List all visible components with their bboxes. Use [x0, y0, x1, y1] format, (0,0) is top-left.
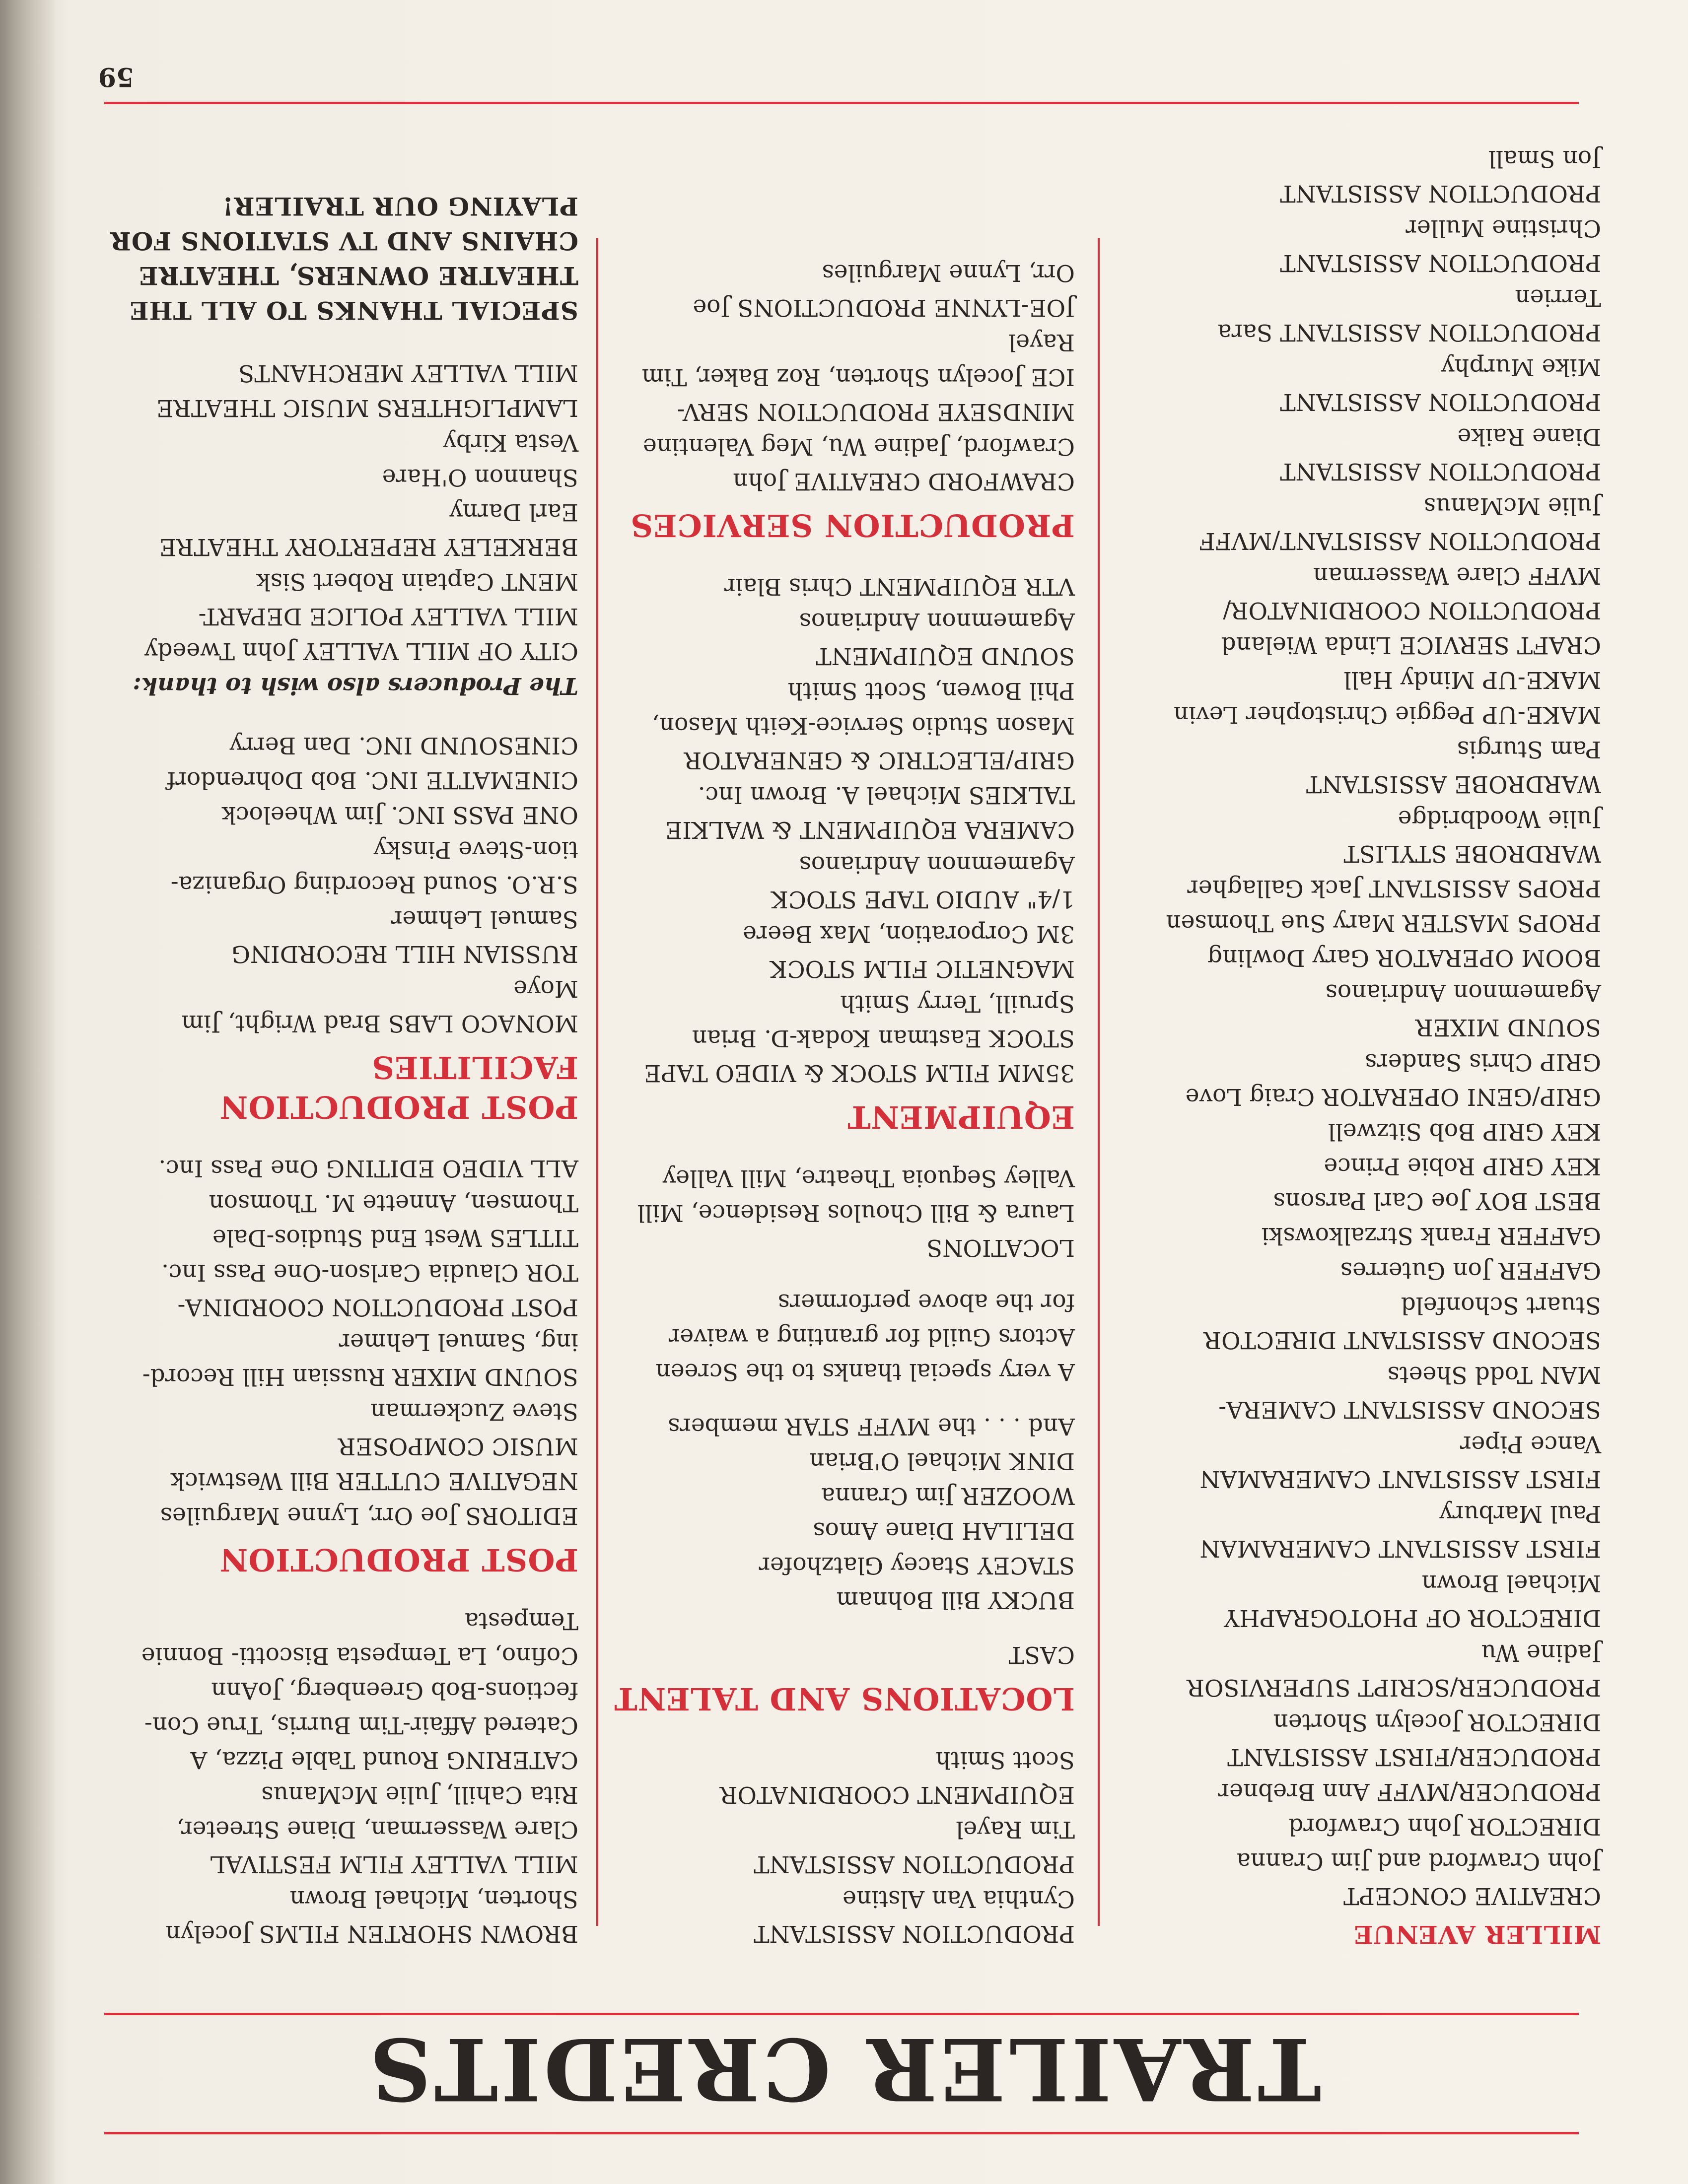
credit-line: TOR Claudia Carlson-One Pass Inc. [161, 1259, 578, 1286]
spacer [598, 1265, 1075, 1285]
credit-line: CINEMATTE INC. Bob Dohrendorf [166, 766, 578, 794]
credit-line: BUCKY Bill Bohnam [836, 1586, 1075, 1614]
heading-line: FACILITIES [371, 1049, 578, 1086]
credit-line: GRIP/GENI OPERATOR Craig Love [1185, 1083, 1601, 1110]
credit-line: CAST [1008, 1641, 1075, 1668]
credit-line: Diane Raike [1457, 423, 1601, 450]
credit-line: MAGNETIC FILM STOCK [770, 955, 1075, 982]
credits-column-2 [598, 255, 1075, 1951]
column-divider-left [1098, 238, 1100, 1926]
credit-line: CINESOUND INC. Dan Berry [229, 732, 578, 759]
credit-line: Tempesta [464, 1607, 578, 1635]
credit-line: MILL VALLEY POLICE DEPART- [198, 603, 578, 630]
credit-line: PRODUCTION ASSISTANT [1280, 388, 1601, 415]
credit-line: Crawford, Jadine Wu, Meg Valentine [642, 433, 1075, 460]
credit-line: DIRECTOR OF PHOTOGRAPHY [1224, 1604, 1601, 1632]
credit-line: tion-Steve Pinsky [373, 836, 578, 863]
section-heading: LOCATIONS AND TALENT [614, 1681, 1075, 1717]
credit-line: PRODUCTION COORDINATOR/ [1223, 597, 1601, 624]
credit-line: PRODUCER/MVFF Ann Brebner [1218, 1778, 1601, 1805]
credit-line: ALL VIDEO EDITING One Pass Inc. [158, 1155, 578, 1182]
credit-line: Phil Bowen, Scott Smith [787, 677, 1075, 704]
credit-line: PRODUCTION ASSISTANT [754, 1920, 1075, 1947]
credit-line: WARDROBE STYLIST [1343, 840, 1601, 867]
section-subheading: MILLER AVENUE [1353, 1920, 1601, 1949]
spacer [598, 1617, 1075, 1637]
credit-line: STACEY Stacey Glatzhofer [759, 1552, 1075, 1579]
credit-line: Moye [513, 975, 578, 1002]
section-heading: POST PRODUCTION [219, 1542, 578, 1578]
credit-line: Shorten, Michael Brown [289, 1885, 578, 1912]
special-thanks [102, 189, 578, 328]
credits-column-3 [102, 189, 578, 1951]
heading-line: POST PRODUCTION [219, 1089, 578, 1125]
credit-line: MILL VALLEY MERCHANTS [238, 359, 578, 387]
credit-line: ONE PASS INC. Jim Wheelock [221, 801, 578, 828]
credit-line: KEY GRIP Robie Prince [1324, 1153, 1601, 1180]
credit-line: GAFFER Jon Guterres [1340, 1257, 1601, 1284]
credit-line: Mason Studio Service-Keith Mason, [651, 712, 1075, 739]
credit-line: Rayel [1008, 329, 1075, 356]
credit-line: 1/4" AUDIO TAPE STOCK [771, 886, 1075, 913]
credit-line: DELILAH Diane Amos [813, 1517, 1075, 1544]
credit-line: FIRST ASSISTANT CAMERAMAN [1199, 1535, 1601, 1562]
credit-line: Thomsen, Annette M. Thomson [209, 1189, 578, 1217]
credit-line: LOCATIONS [926, 1234, 1075, 1261]
credit-line: POST PRODUCTION COORDINA- [177, 1294, 578, 1321]
credit-line: Orr, Lynne Marguiles [822, 259, 1075, 286]
credit-line: Steve Zuckerman [370, 1398, 578, 1425]
header-bottom-rule [104, 2013, 1579, 2015]
credit-line: 35MM FILM STOCK & VIDEO TAPE [644, 1059, 1075, 1087]
credit-line: John Crawford and Jim Cranna [1236, 1847, 1601, 1875]
credit-line: MVFF Clare Wasserman [1313, 562, 1601, 589]
credit-line: MILL VALLEY FILM FESTIVAL [210, 1850, 578, 1878]
credit-line: PRODUCTION ASSISTANT [754, 1850, 1075, 1878]
credit-line: BROWN SHORTEN FILMS Jocelyn [165, 1920, 578, 1947]
credit-line: Terrien [1515, 284, 1601, 311]
credit-line: Earl Darny [449, 498, 578, 526]
heading-line: SPECIAL THANKS TO ALL THE [129, 296, 578, 325]
page-binding-shadow [0, 0, 55, 2184]
credit-line: Clare Wasserman, Diane Streeter, [176, 1816, 578, 1843]
credit-line: Stuart Schonfeld [1401, 1292, 1601, 1319]
heading-line: PLAYING OUR TRAILER! [222, 192, 578, 221]
credit-line: Michael Brown [1421, 1570, 1601, 1597]
credit-line: for the above performers [777, 1289, 1075, 1316]
credit-line: Vance Piper [1460, 1431, 1601, 1458]
credit-line: KEY GRIP Bob Sitzwell [1328, 1118, 1601, 1145]
credit-line: Actors Guild for granting a waiver [668, 1323, 1075, 1351]
credit-line: PRODUCER/SCRIPT SUPERVISOR [1187, 1674, 1601, 1701]
credit-line: Agamemnon Andrianos [1325, 979, 1601, 1006]
credit-line: MONACO LABS Brad Wright, Jim [181, 1010, 578, 1037]
footer-rule [104, 102, 1579, 104]
credit-line: Cynthia Van Alstine [843, 1885, 1075, 1912]
credit-line: Spruill, Terry Smith [840, 990, 1075, 1017]
credit-line: Christine Muller [1406, 214, 1601, 242]
credit-line: FIRST ASSISTANT CAMERAMAN [1199, 1465, 1601, 1493]
credit-line: PRODUCTION ASSISTANT [1280, 458, 1601, 485]
credit-line: WOOZER Jim Cranna [821, 1482, 1075, 1509]
credit-line: SOUND EQUIPMENT [816, 642, 1075, 670]
credit-line: SECOND ASSISTANT DIRECTOR [1203, 1326, 1601, 1354]
credit-line: Cofino, La Tempesta Biscotti- Bonnie [141, 1642, 578, 1669]
credit-line: SOUND MIXER Russian Hill Record- [142, 1363, 578, 1390]
credit-line: SECOND ASSISTANT CAMERA- [1218, 1396, 1601, 1423]
credit-line: SOUND MIXER [1415, 1014, 1601, 1041]
credit-line: Julie McManus [1423, 492, 1601, 520]
credit-line: ing, Samuel Lehmer [339, 1328, 578, 1356]
credit-line: CRAFT SERVICE Linda Wieland [1221, 631, 1601, 659]
credit-line: STOCK Eastman Kodak-D. Brian [692, 1024, 1075, 1052]
credit-line: PRODUCTION ASSISTANT/MVFF [1199, 527, 1601, 554]
credit-line: GRIP Chris Sanders [1365, 1048, 1601, 1076]
credit-line: ICE Jocelyn Shorten, Roz Baker, Tim [641, 363, 1075, 391]
credit-line: PROPS ASSISTANT Jack Gallagher [1187, 875, 1601, 902]
credit-line: PRODUCTION ASSISTANT [1280, 249, 1601, 276]
credit-line: Samuel Lehmer [391, 905, 578, 933]
credit-line: MAN Todd Sheets [1387, 1361, 1601, 1388]
credits-column-1 [1125, 141, 1601, 1951]
credit-line: 3M Corporation, Max Beere [743, 920, 1075, 948]
credit-line: Paul Marbury [1439, 1500, 1601, 1527]
credit-line: PRODUCTION ASSISTANT Sara [1217, 319, 1601, 346]
credit-line: DIRECTOR Jocelyn Shorten [1273, 1708, 1601, 1736]
credit-line: NEGATIVE CUTTER Bill Westwick [170, 1467, 578, 1495]
credit-line: CAMERA EQUIPMENT & WALKIE [665, 816, 1075, 843]
credit-line: Julie Woodbridge [1398, 805, 1601, 832]
credit-line: MAKE-UP Mindy Hall [1343, 666, 1601, 693]
credit-line: Pam Sturgis [1457, 736, 1601, 763]
credit-line: DINK Michael O'Brian [809, 1447, 1075, 1475]
heading-line: THEATRE OWNERS, THEATRE [139, 261, 578, 290]
credit-line: Laura & Bill Choulos Residence, Mill [637, 1199, 1075, 1227]
credit-line: Catered Affair-Tim Burris, True Con- [144, 1711, 578, 1739]
thanks-intro: The Producers also wish to thank: [133, 672, 578, 699]
credit-line: PRODUCER/FIRST ASSISTANT [1227, 1743, 1601, 1771]
credit-line: fections-Bob Greenberg, JoAnn [211, 1677, 578, 1704]
credit-line: Scott Smith [935, 1746, 1075, 1774]
credit-line: LAMPLIGHTERS MUSIC THEATRE [156, 394, 578, 421]
credit-line: And . . . the MVFF STAR members [668, 1413, 1075, 1440]
heading-line: CHAINS AND TV STATIONS FOR [110, 226, 578, 256]
page-title: TRAILER CREDITS [366, 2019, 1322, 2119]
credit-line: BERKELEY REPERTORY THEATRE [159, 533, 578, 560]
credit-line: CRAWFORD CREATIVE John [733, 468, 1075, 495]
credit-line: Vesta Kirby [443, 429, 578, 456]
section-heading: PRODUCTION SERVICES [630, 507, 1075, 544]
credit-line: MUSIC COMPOSER [338, 1433, 578, 1460]
credit-line: CATERING Round Table Pizza, A [190, 1746, 578, 1774]
credit-line: EQUIPMENT COORDINATOR [720, 1781, 1075, 1808]
credit-line: RUSSIAN HILL RECORDING [231, 940, 578, 967]
credit-line: Agamemnon Andrianos [799, 851, 1075, 878]
credit-line: PROPS MASTER Mary Sue Thomsen [1166, 909, 1601, 937]
credit-line: PRODUCTION ASSISTANT [1280, 180, 1601, 207]
credit-line: A very special thanks to the Screen [655, 1358, 1075, 1385]
header-top-rule [104, 2132, 1579, 2134]
credit-line: TITLES West End Studios-Dale [212, 1224, 578, 1251]
credit-line: Jon Small [1488, 145, 1601, 172]
credit-line: MENT Captain Robert Sisk [256, 568, 578, 595]
credit-line: BOOM OPERATOR Gary Dowling [1207, 944, 1601, 971]
credit-line: GAFFER Frank Strzalkowski [1261, 1222, 1601, 1249]
section-heading [102, 1047, 578, 1127]
page-number: 59 [98, 62, 134, 92]
credit-line: Valley Sequoia Theatre, Mill Valley [662, 1164, 1075, 1192]
credit-line: BEST BOY Joe Carl Parsons [1273, 1187, 1601, 1215]
credit-line: Mike Murphy [1441, 353, 1601, 381]
spacer [598, 1389, 1075, 1409]
credit-line: EDITORS Joe Orr, Lynne Marguiles [160, 1502, 578, 1529]
credit-line: GRIP/ELECTRIC & GENERATOR [684, 747, 1075, 774]
credit-line: VTR EQUIPMENT Chris Blair [724, 573, 1075, 600]
section-heading: EQUIPMENT [847, 1099, 1075, 1135]
credit-line: MINDSEYE PRODUCTION SERV- [677, 398, 1075, 425]
credit-line: JOE-LYNNE PRODUCTIONS Joe [693, 294, 1075, 321]
credit-line: TALKIES Michael A. Brown Inc. [698, 781, 1075, 809]
credit-line: Shannon O'Hare [382, 464, 578, 491]
credit-line: CITY OF MILL VALLEY John Tweedy [144, 637, 578, 665]
credit-line: CREATIVE CONCEPT [1343, 1882, 1601, 1910]
credit-line: Rita Cahill, Julie McManus [261, 1781, 578, 1808]
credit-line: Jadine Wu [1481, 1639, 1601, 1666]
credit-line: MAKE-UP Peggie Christopher Levin [1173, 701, 1601, 728]
credit-line: Agamemnon Andrianos [799, 608, 1075, 635]
credit-line: WARDROBE ASSISTANT [1306, 770, 1601, 798]
credit-line: S.R.O. Sound Recording Organiza- [170, 871, 578, 898]
credit-line: Tim Rayel [956, 1816, 1075, 1843]
credit-line: DIRECTOR John Crawford [1288, 1813, 1601, 1840]
